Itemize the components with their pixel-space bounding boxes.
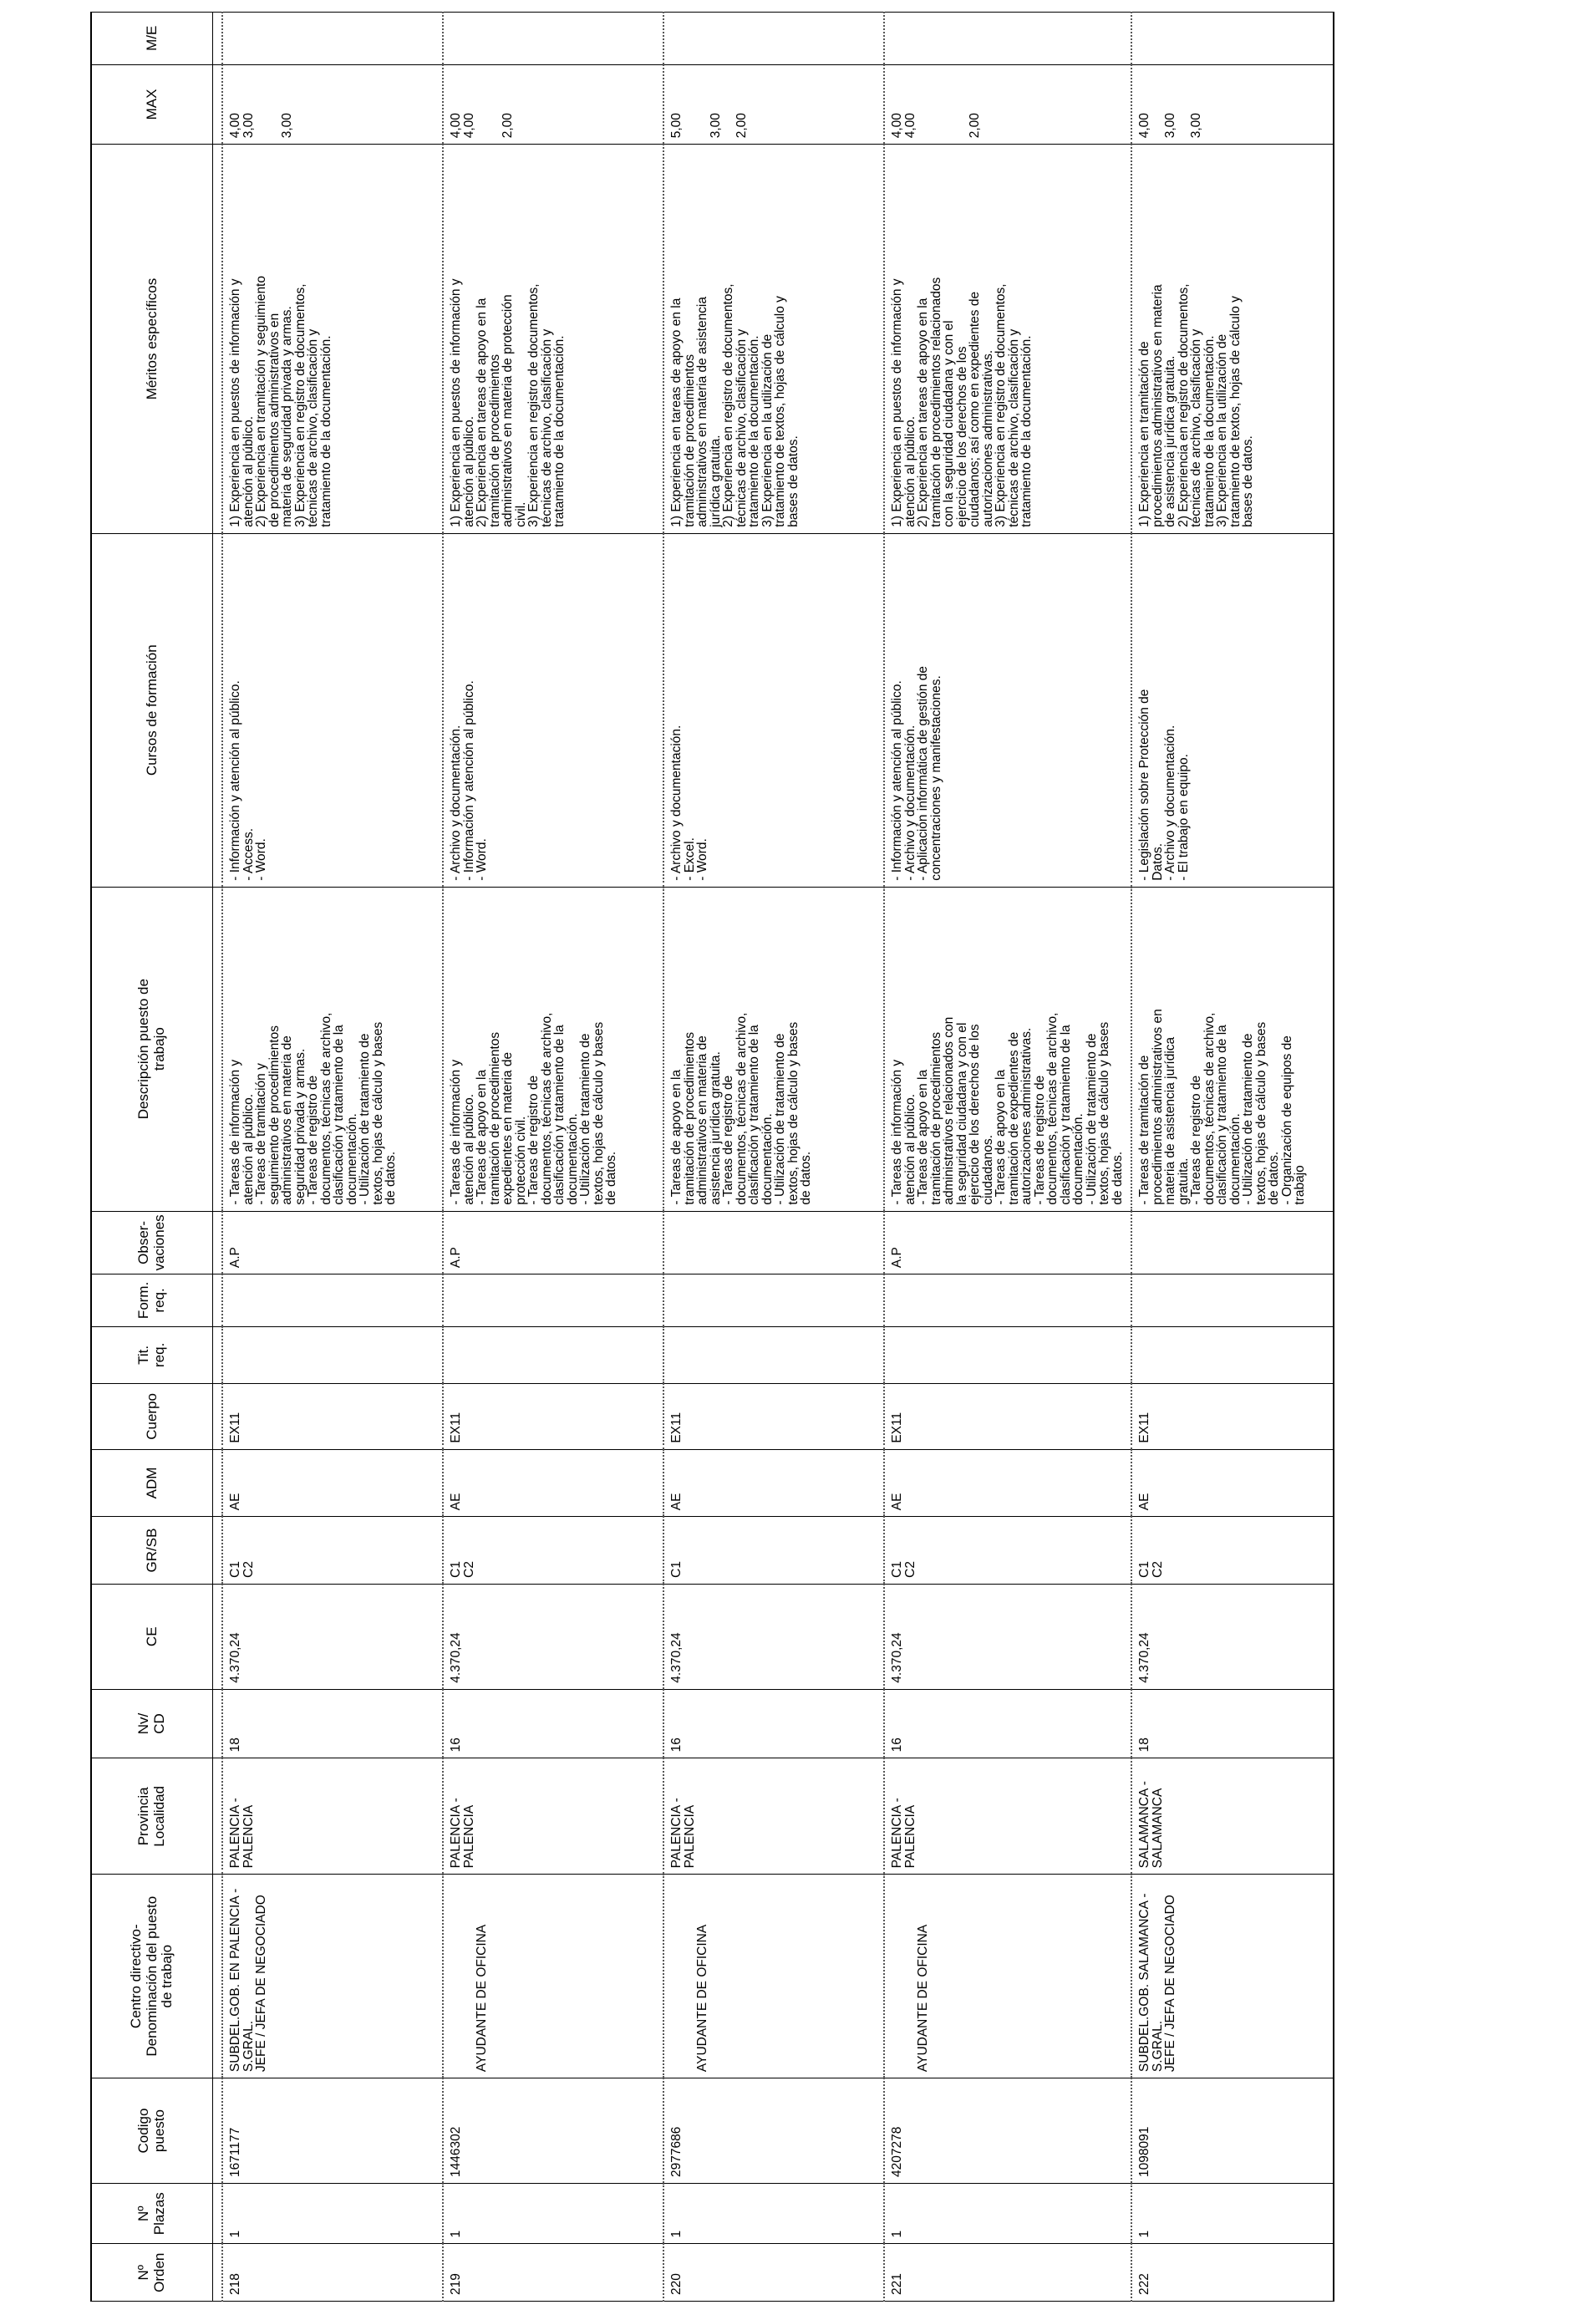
cell-orden: 218: [222, 2244, 443, 2302]
header-spacer-row: [213, 13, 223, 2302]
cell-centro: SUBDEL.GOB. SALAMANCA - S.GRAL. JEFE / JEFA DE NEGOCIADO: [1131, 1875, 1334, 2078]
header-observaciones: Obser- vaciones: [91, 1211, 213, 1274]
cell-me: [1131, 13, 1334, 65]
cell-adm: AE: [443, 1449, 663, 1517]
cell-max: 4,00 4,00 2,00: [443, 64, 663, 145]
cell-orden: 219: [443, 2244, 663, 2302]
cell-orden: 221: [884, 2244, 1131, 2302]
cell-me: [663, 13, 884, 65]
cell-centro: AYUDANTE DE OFICINA: [884, 1875, 1131, 2078]
cell-plazas: 1: [1131, 2183, 1334, 2244]
cell-centro: SUBDEL.GOB. EN PALENCIA - S.GRAL. JEFE / JEFA DE NEGOCIADO: [222, 1875, 443, 2078]
header-codigo: Codigo puesto: [91, 2078, 213, 2184]
cell-observaciones: [1131, 1211, 1334, 1274]
cell-form: [222, 1274, 443, 1326]
header-me: M/E: [91, 13, 213, 65]
cell-provincia: SALAMANCA - SALAMANCA: [1131, 1758, 1334, 1875]
header-cuerpo: Cuerpo: [91, 1384, 213, 1450]
cell-codigo: 1446302: [443, 2078, 663, 2184]
cell-orden: 222: [1131, 2244, 1334, 2302]
cell-provincia: PALENCIA - PALENCIA: [222, 1758, 443, 1875]
header-tit: Tit. req.: [91, 1326, 213, 1384]
cell-grupo: C1: [663, 1517, 884, 1585]
cell-provincia: PALENCIA - PALENCIA: [443, 1758, 663, 1875]
cell-cursos: - Archivo y documentación. - Excel. - Word.: [663, 533, 884, 887]
cell-descripcion: - Tareas de información y atención al público. - Tareas de apoyo en la tramitación de procedimientos administrativos relacionados con la seguridad ciudadana y con el ejercicio de los derechos de los ciudadanos. - Tareas de apoyo en la tramitación de expedientes de autorizaciones administrativas. - Tareas de registro de documentos, técnicas de archivo, clasificación y tratamiento de la documentación. - Utilización de tratamiento de textos, hojas de cálculo y bases de datos.: [884, 887, 1131, 1211]
cell-ce: 4.370,24: [443, 1584, 663, 1689]
table-row: [222, 13, 443, 2302]
cell-meritos: 1) Experiencia en puestos de información y atención al público. 2) Experiencia en tareas de apoyo en la tramitación de procedimientos relacionados con la seguridad ciudadana y con el ejercicio de los derechos de los ciudadanos; así como en expedientes de autorizaciones administrativas. 3) Experiencia en registro de documentos, técnicas de archivo, clasificación y tratamiento de la documentación.: [884, 145, 1131, 533]
cell-observaciones: [663, 1211, 884, 1274]
cell-observaciones: A.P: [884, 1211, 1131, 1274]
cell-cursos: - Archivo y documentación. - Información y atención al público. - Word.: [443, 533, 663, 887]
cell-descripcion: - Tareas de información y atención al público. - Tareas de apoyo en la tramitación de procedimientos expedientes en materia de protección civil. - Tareas de registro de documentos, técnicas de archivo, clasificación y tratamiento de la documentación. - Utilización de tratamiento de textos, hojas de cálculo y bases de datos.: [443, 887, 663, 1211]
cell-centro: AYUDANTE DE OFICINA: [663, 1875, 884, 2078]
cell-cursos: - Legislación sobre Protección de Datos. - Archivo y documentación. - El trabajo en equipo.: [1131, 533, 1334, 887]
cell-provincia: PALENCIA - PALENCIA: [884, 1758, 1131, 1875]
cell-max: 4,00 4,00 2,00: [884, 64, 1131, 145]
cell-plazas: 1: [222, 2183, 443, 2244]
cell-grupo: C1 C2: [1131, 1517, 1334, 1585]
header-centro: Centro directivo- Denominación del puesto de trabajo: [91, 1875, 213, 2078]
cell-tit: [663, 1326, 884, 1384]
cell-adm: AE: [222, 1449, 443, 1517]
cell-cursos: - Información y atención al público. - Access. - Word.: [222, 533, 443, 887]
cell-cuerpo: EX11: [443, 1384, 663, 1450]
header-plazas: Nº Plazas: [91, 2183, 213, 2244]
cell-tit: [222, 1326, 443, 1384]
cell-max: 5,00 3,00 2,00: [663, 64, 884, 145]
cell-meritos: 1) Experiencia en puestos de información y atención al público. 2) Experiencia en tramitación y seguimiento de procedimientos administrativos en materia de seguridad privada y armas. 3) Experiencia en registro de documentos, técnicas de archivo, clasificación y tratamiento de la documentación.: [222, 145, 443, 533]
cell-nivel: 16: [443, 1689, 663, 1758]
header-nivel: Nv/ CD: [91, 1689, 213, 1758]
cell-tit: [1131, 1326, 1334, 1384]
cell-descripcion: - Tareas de tramitación de procedimientos administrativos en materia de asistencia jurídica gratuita. - Tareas de registro de documentos, técnicas de archivo, clasificación y tratamiento de la documentación. - Utilización de tratamiento de textos, hojas de cálculo y bases de datos. - Organización de equipos de trabajo: [1131, 887, 1334, 1211]
cell-tit: [884, 1326, 1131, 1384]
cell-orden: 220: [663, 2244, 884, 2302]
cell-codigo: 2977686: [663, 2078, 884, 2184]
header-descripcion: Descripción puesto de trabajo: [91, 887, 213, 1211]
cell-cursos: - Información y atención al público. - Archivo y documentación. - Aplicación informática de gestión de concentraciones y manifestaciones.: [884, 533, 1131, 887]
cell-nivel: 18: [222, 1689, 443, 1758]
cell-form: [663, 1274, 884, 1326]
cell-meritos: 1) Experiencia en puestos de información y atención al público. 2) Experiencia en tareas de apoyo en la tramitación de procedimientos administrativos en materia de protección civil. 3) Experiencia en registro de documentos, técnicas de archivo, clasificación y tratamiento de la documentación.: [443, 145, 663, 533]
cell-me: [884, 13, 1131, 65]
cell-nivel: 16: [663, 1689, 884, 1758]
cell-plazas: 1: [443, 2183, 663, 2244]
header-max: MAX: [91, 64, 213, 145]
cell-codigo: 1098091: [1131, 2078, 1334, 2184]
cell-cuerpo: EX11: [663, 1384, 884, 1450]
cell-form: [443, 1274, 663, 1326]
cell-descripcion: - Tareas de apoyo en la tramitación de procedimientos administrativos en materia de asistencia jurídica gratuita. - Tareas de registro de documentos, técnicas de archivo, clasificación y tratamiento de la documentación. - Utilización de tratamiento de textos, hojas de cálculo y bases de datos.: [663, 887, 884, 1211]
cell-ce: 4.370,24: [222, 1584, 443, 1689]
cell-adm: AE: [884, 1449, 1131, 1517]
cell-cuerpo: EX11: [1131, 1384, 1334, 1450]
cell-max: 4,00 3,00 3,00: [222, 64, 443, 145]
header-grupo: GR/SB: [91, 1517, 213, 1585]
table-row: [663, 13, 884, 2302]
cell-cuerpo: EX11: [222, 1384, 443, 1450]
cell-max: 4,00 3,00 3,00: [1131, 64, 1334, 145]
header-form: Form. req.: [91, 1274, 213, 1326]
cell-grupo: C1 C2: [222, 1517, 443, 1585]
cell-ce: 4.370,24: [1131, 1584, 1334, 1689]
cell-adm: AE: [1131, 1449, 1334, 1517]
cell-me: [222, 13, 443, 65]
header-row: [91, 13, 213, 2302]
cell-descripcion: - Tareas de información y atención al público. - Tareas de tramitación y seguimiento de procedimientos administrativos en materia de seguridad privada y armas. - Tareas de registro de documentos, técnicas de archivo, clasificación y tratamiento de la documentación. - Utilización de tratamiento de textos, hojas de cálculo y bases de datos.: [222, 887, 443, 1211]
cell-ce: 4.370,24: [884, 1584, 1131, 1689]
header-meritos: Méritos específicos: [91, 145, 213, 533]
table-row: [1131, 13, 1334, 2302]
header-cursos: Cursos de formación: [91, 533, 213, 887]
cell-cuerpo: EX11: [884, 1384, 1131, 1450]
table-row: [884, 13, 1131, 2302]
cell-adm: AE: [663, 1449, 884, 1517]
table-row: [443, 13, 663, 2302]
cell-provincia: PALENCIA - PALENCIA: [663, 1758, 884, 1875]
cell-me: [443, 13, 663, 65]
cell-ce: 4.370,24: [663, 1584, 884, 1689]
cell-codigo: 4207278: [884, 2078, 1131, 2184]
header-provincia: Provincia Localidad: [91, 1758, 213, 1875]
cell-meritos: 1) Experiencia en tareas de apoyo en la tramitación de procedimientos administrativos en materia de asistencia jurídica gratuita. 2) Experiencia en registro de documentos, técnicas de archivo, clasificación y tratamiento de la documentación. 3) Experiencia en la utilización de tratamiento de textos, hojas de cálculo y bases de datos.: [663, 145, 884, 533]
cell-grupo: C1 C2: [884, 1517, 1131, 1585]
cell-plazas: 1: [884, 2183, 1131, 2244]
cell-tit: [443, 1326, 663, 1384]
cell-form: [884, 1274, 1131, 1326]
cell-form: [1131, 1274, 1334, 1326]
cell-codigo: 1671177: [222, 2078, 443, 2184]
cell-nivel: 16: [884, 1689, 1131, 1758]
cell-observaciones: A.P: [222, 1211, 443, 1274]
cell-nivel: 18: [1131, 1689, 1334, 1758]
header-ce: CE: [91, 1584, 213, 1689]
header-adm: ADM: [91, 1449, 213, 1517]
cell-observaciones: A.P: [443, 1211, 663, 1274]
puestos-table: [90, 12, 1334, 2302]
cell-plazas: 1: [663, 2183, 884, 2244]
cell-centro: AYUDANTE DE OFICINA: [443, 1875, 663, 2078]
header-orden: Nº Orden: [91, 2244, 213, 2302]
cell-meritos: 1) Experiencia en tramitación de procedimientos administrativos en materia de asistencia jurídica gratuita. 2) Experiencia en registro de documentos, técnicas de archivo, clasificación y tratamiento de la documentación. 3) Experiencia en la utilización de tratamiento de textos, hojas de cálculo y bases de datos.: [1131, 145, 1334, 533]
cell-grupo: C1 C2: [443, 1517, 663, 1585]
